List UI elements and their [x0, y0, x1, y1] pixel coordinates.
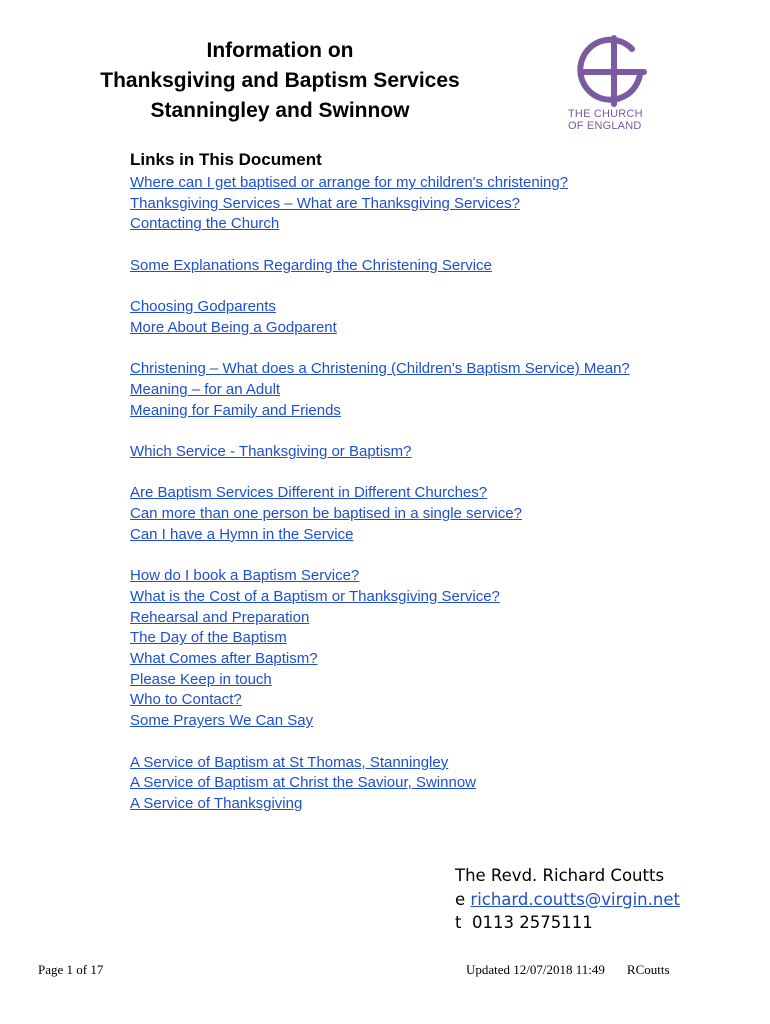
email-prefix: e [455, 889, 466, 909]
document-title [60, 36, 500, 126]
spacer [130, 546, 630, 567]
link-after-baptism[interactable]: What Comes after Baptism? [130, 650, 318, 668]
footer-author: RCoutts [626, 962, 670, 977]
link-thanksgiving-services[interactable]: Thanksgiving Services – What are Thanksgiving Services? [130, 194, 520, 212]
church-of-england-logo-icon [574, 32, 654, 108]
links-list [130, 173, 630, 815]
contact-email-link[interactable]: richard.coutts@virgin.net [470, 889, 680, 909]
contact-name: The Revd. Richard Coutts [455, 866, 665, 885]
spacer [130, 339, 630, 360]
link-service-thanksgiving[interactable]: A Service of Thanksgiving [130, 794, 303, 812]
link-cost[interactable]: What is the Cost of a Baptism or Thanksgiving Service? [130, 587, 500, 605]
link-meaning-adult[interactable]: Meaning – for an Adult [130, 380, 281, 398]
link-who-to-contact[interactable]: Who to Contact? [130, 691, 242, 709]
link-more-about-godparent[interactable]: More About Being a Godparent [130, 318, 337, 336]
link-day-of-baptism[interactable]: The Day of the Baptism [130, 629, 287, 647]
logo-text-line-1: THE CHURCH [568, 108, 643, 120]
contact-phone: 0113 2575111 [471, 913, 593, 932]
link-christening-meaning[interactable]: Christening – What does a Christening (Children's Baptism Service) Mean? [130, 360, 630, 378]
spacer [130, 277, 630, 298]
link-where-baptised[interactable]: Where can I get baptised or arrange for my children's christening? [130, 174, 569, 191]
spacer [130, 235, 630, 256]
link-hymn[interactable]: Can I have a Hymn in the Service [130, 525, 354, 543]
spacer [130, 421, 630, 442]
title-line-2: Thanksgiving and Baptism Services [100, 69, 460, 92]
links-heading: Links in This Document [130, 150, 322, 169]
logo-text [568, 108, 658, 132]
link-rehearsal[interactable]: Rehearsal and Preparation [130, 608, 310, 626]
link-explanations[interactable]: Some Explanations Regarding the Christening Service [130, 256, 492, 274]
link-choosing-godparents[interactable]: Choosing Godparents [130, 298, 276, 316]
title-line-3: Stanningley and Swinnow [150, 99, 410, 122]
link-services-different[interactable]: Are Baptism Services Different in Different Churches? [130, 484, 488, 502]
link-service-st-thomas[interactable]: A Service of Baptism at St Thomas, Stanningley [130, 753, 449, 771]
link-book-service[interactable]: How do I book a Baptism Service? [130, 567, 360, 585]
phone-prefix: t [455, 913, 462, 932]
church-of-england-logo [568, 32, 658, 132]
link-meaning-family[interactable]: Meaning for Family and Friends [130, 401, 341, 419]
logo-text-line-2: OF ENGLAND [568, 120, 642, 132]
link-service-christ-saviour[interactable]: A Service of Baptism at Christ the Saviour, Swinnow [130, 774, 476, 792]
link-which-service[interactable]: Which Service - Thanksgiving or Baptism? [130, 443, 412, 461]
footer-page-number: Page 1 of 17 [38, 962, 104, 977]
footer-updated [466, 962, 670, 978]
contact-block [455, 864, 680, 935]
title-line-1: Information on [206, 39, 354, 62]
link-contacting-church[interactable]: Contacting the Church [130, 215, 280, 233]
link-keep-in-touch[interactable]: Please Keep in touch [130, 670, 272, 688]
link-more-than-one[interactable]: Can more than one person be baptised in a single service? [130, 505, 522, 523]
spacer [130, 732, 630, 753]
footer-updated-date: Updated 12/07/2018 11:49 [466, 962, 605, 977]
contact-email-line [455, 888, 680, 912]
link-prayers[interactable]: Some Prayers We Can Say [130, 712, 314, 730]
spacer [130, 463, 630, 484]
contact-phone-line [455, 911, 680, 935]
